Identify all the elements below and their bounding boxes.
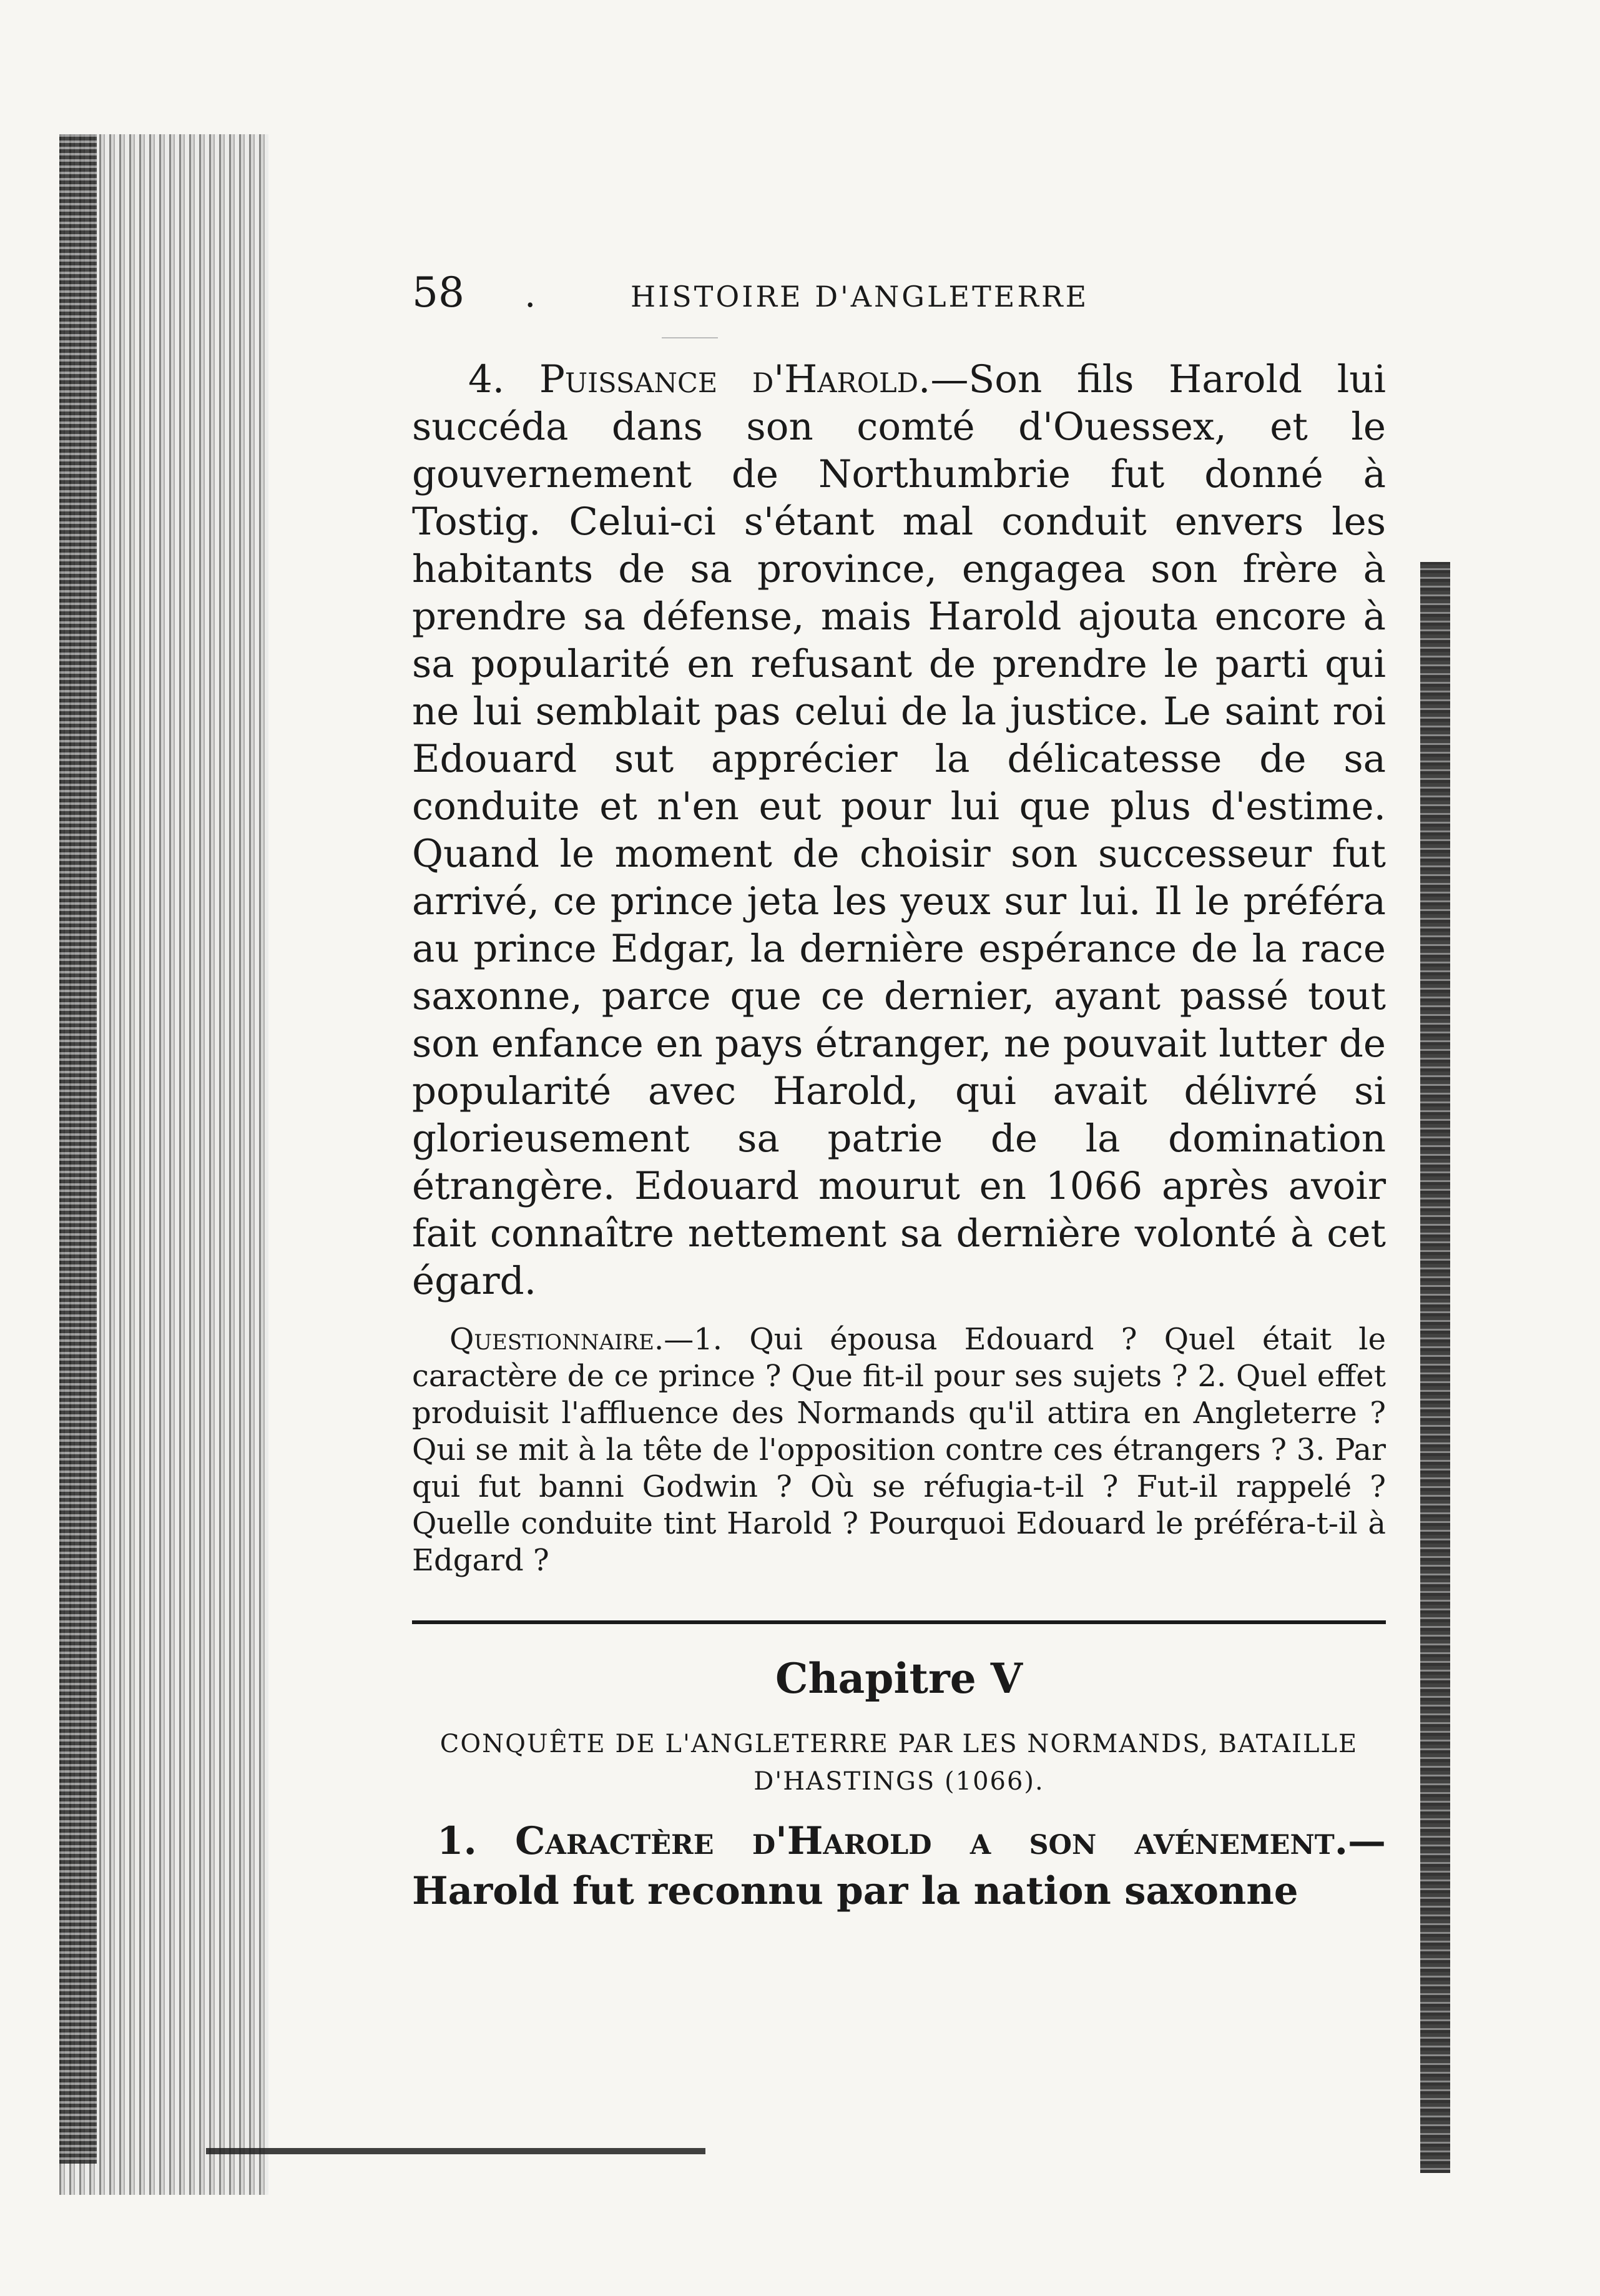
section-4-text: —Son fils Harold lui succéda dans son comté d'Ouessex, et le gouvernement de Northumbrie fut donné à Tostig. Celui-ci s'étant mal conduit envers les habitants de sa province, engagea son frère à prendre sa défense, mais Harold ajouta encore à sa popularité en refusant de prendre le parti qui ne lui semblait pas celui de la justice. Le saint roi Edouard sut apprécier la délicatesse de sa conduite et n'en eut pour lui que plus d'estime. Quand le moment de choisir son successeur fut arrivé, ce prince jeta les yeux sur lui. Il le préféra au prince Edgar, la dernière espérance de la race saxonne, parce que ce dernier, ayant passé tout son enfance en pays étranger, ne pouvait lutter de popularité avec Harold, qui avait délivré si glorieusement sa patrie de la domination étrangère. Edouard mourut en 1066 après avoir fait connaître nettement sa dernière volonté à cet égard. bbox=[412, 357, 1386, 1303]
section-4-paragraph bbox=[412, 356, 1386, 1305]
page-number: 58 bbox=[412, 269, 464, 317]
chapter-divider-rule bbox=[412, 1620, 1386, 1624]
running-head bbox=[412, 269, 1386, 337]
running-head-rule bbox=[662, 337, 718, 338]
section-1-number: 1. bbox=[437, 1819, 477, 1863]
running-head-title: HISTOIRE D'ANGLETERRE bbox=[631, 280, 1089, 313]
section-4-number: 4. bbox=[468, 357, 505, 402]
section-1-text: —Harold fut reconnu par la nation saxonne bbox=[412, 1819, 1386, 1913]
section-4-title: Puissance d'Harold. bbox=[539, 357, 931, 402]
questionnaire-title: Questionnaire. bbox=[449, 1322, 664, 1357]
running-head-separator: . bbox=[524, 273, 536, 315]
section-1-title: Caractère d'Harold a son avénement. bbox=[515, 1819, 1348, 1863]
chapter-subtitle: CONQUÊTE DE L'ANGLETERRE PAR LES NORMANDS, BATAILLE D'HASTINGS (1066). bbox=[439, 1730, 1358, 1796]
scan-binding-edge-left bbox=[59, 134, 97, 2164]
chapter-heading: Chapitre V bbox=[775, 1654, 1023, 1703]
page-column bbox=[412, 269, 1386, 1916]
scan-shadow-bottom bbox=[206, 2148, 705, 2154]
section-1-paragraph bbox=[412, 1816, 1386, 1916]
questionnaire-text: —1. Qui épousa Edouard ? Quel était le caractère de ce prince ? Que fit-il pour ses sujets ? 2. Quel effet produisit l'affluence des Normands qu'il attira en Angleterre ? Qui se mit à la tête de l'opposition contre ces étrangers ? 3. Par qui fut banni Godwin ? Où se réfugia-t-il ? Fut-il rappelé ? Quelle conduite tint Harold ? Pourquoi Edouard le préféra-t-il à Edgard ? bbox=[412, 1322, 1386, 1578]
questionnaire-paragraph bbox=[412, 1321, 1386, 1579]
scan-shadow-right bbox=[1420, 562, 1450, 2173]
